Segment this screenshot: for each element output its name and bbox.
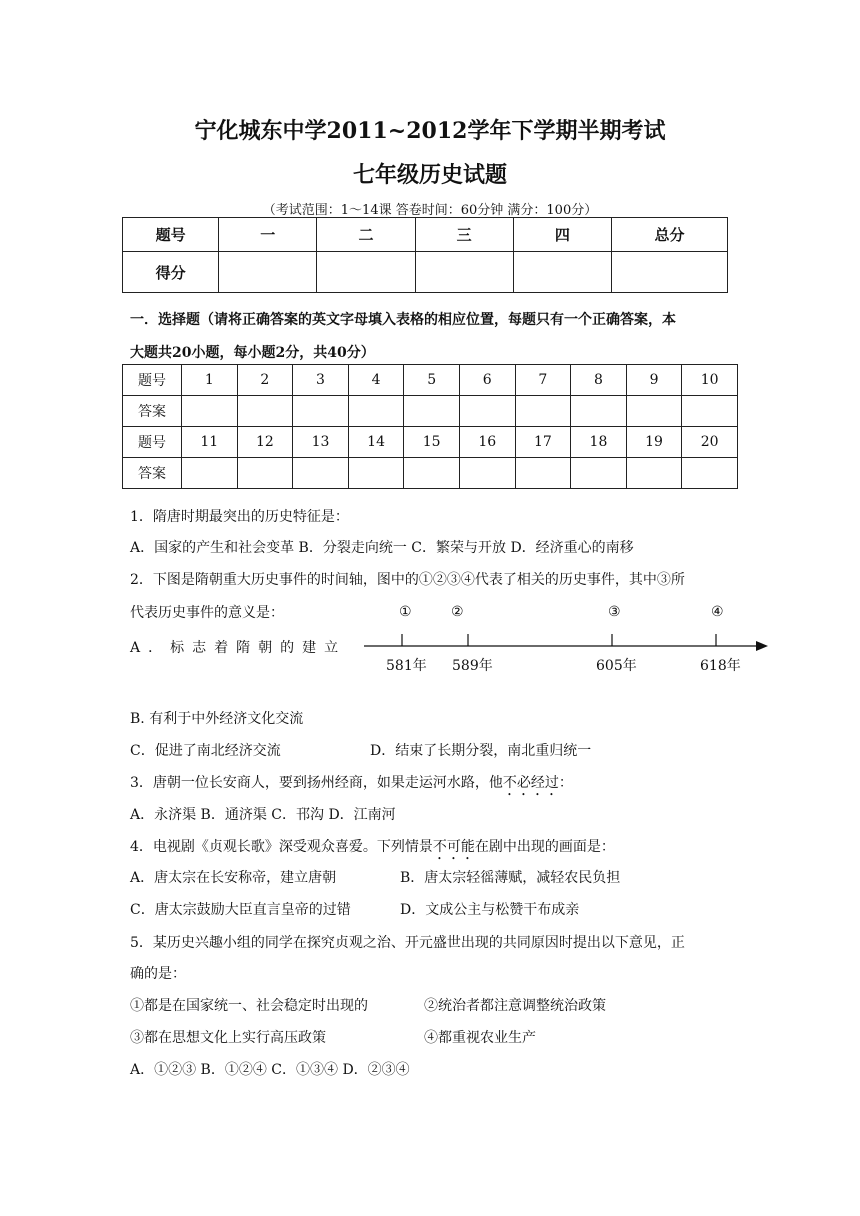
question-number-cell: 18 bbox=[571, 427, 627, 458]
q2-option-c: C．促进了南北经济交流 bbox=[130, 743, 281, 759]
q5-statement-1: ①都是在国家统一、社会稳定时出现的 bbox=[130, 998, 368, 1014]
q3-stem-end: ： bbox=[558, 775, 573, 791]
timeline-mark: ② bbox=[451, 604, 464, 620]
q4-stem bbox=[130, 836, 615, 863]
score-header-cell: 题号 bbox=[123, 218, 219, 252]
timeline-year: 605年 bbox=[596, 658, 637, 674]
q4-option-b: B．唐太宗轻徭薄赋，减轻农民负担 bbox=[400, 870, 621, 886]
score-header-cell: 一 bbox=[219, 218, 317, 252]
q1-stem: 1．隋唐时期最突出的历史特征是： bbox=[130, 509, 349, 525]
timeline-year: 589年 bbox=[452, 658, 493, 674]
exam-info: （考试范围：1～14课 答卷时间：60分钟 满分：100分） bbox=[262, 203, 598, 218]
score-header-cell: 三 bbox=[415, 218, 513, 252]
exam-subtitle: 七年级历史试题 bbox=[352, 162, 507, 188]
q3-options: A．永济渠 B．通济渠 C．邗沟 D．江南河 bbox=[130, 807, 396, 823]
question-number-cell: 2 bbox=[237, 365, 293, 396]
question-number-cell: 17 bbox=[515, 427, 571, 458]
question-number-cell: 3 bbox=[293, 365, 349, 396]
q5-options: A．①②③ B．①②④ C．①③④ D．②③④ bbox=[130, 1062, 410, 1078]
q5-stem-cont: 确的是： bbox=[130, 966, 186, 982]
question-number-cell: 7 bbox=[515, 365, 571, 396]
q2-option-a: A．标志着隋朝的建立 bbox=[130, 640, 347, 656]
question-number-cell: 14 bbox=[348, 427, 404, 458]
question-number-cell: 12 bbox=[237, 427, 293, 458]
timeline-mark: ① bbox=[399, 604, 412, 620]
q5-statement-4: ④都重视农业生产 bbox=[424, 1030, 536, 1046]
question-number-cell: 5 bbox=[404, 365, 460, 396]
question-number-cell: 20 bbox=[682, 427, 738, 458]
exam-title: 宁化城东中学2011~2012学年下学期半期考试 bbox=[194, 118, 666, 144]
q3-stem-emphasis: 不必经过 bbox=[502, 775, 559, 791]
q5-stem: 5．某历史兴趣小组的同学在探究贞观之治、开元盛世出现的共同原因时提出以下意见，正 bbox=[130, 935, 685, 951]
q1-options: A．国家的产生和社会变革 B．分裂走向统一 C．繁荣与开放 D．经济重心的南移 bbox=[130, 540, 634, 556]
q2-stem-cont: 代表历史事件的意义是： bbox=[130, 605, 284, 621]
timeline-mark: ④ bbox=[711, 604, 724, 620]
timeline-arrow-icon bbox=[756, 641, 768, 651]
q4-stem-end: 在剧中出现的画面是： bbox=[474, 839, 615, 855]
section1-heading-cont: 大题共20小题，每小题2分，共40分） bbox=[130, 345, 375, 361]
answer-row-label: 题号 bbox=[123, 427, 182, 458]
timeline-mark: ③ bbox=[608, 604, 621, 620]
answer-row-label: 题号 bbox=[123, 365, 182, 396]
q4-option-c: C．唐太宗鼓励大臣直言皇帝的过错 bbox=[130, 902, 351, 918]
question-number-cell: 19 bbox=[626, 427, 682, 458]
score-row-label: 得分 bbox=[123, 252, 219, 293]
question-number-cell: 16 bbox=[459, 427, 515, 458]
question-number-cell: 10 bbox=[682, 365, 738, 396]
q4-option-a: A．唐太宗在长安称帝，建立唐朝 bbox=[130, 870, 337, 886]
timeline-year: 618年 bbox=[700, 658, 741, 674]
score-header-cell: 总分 bbox=[611, 218, 727, 252]
q2-option-b: B. 有利于中外经济文化交流 bbox=[130, 711, 304, 727]
q4-option-d: D．文成公主与松赞干布成亲 bbox=[400, 902, 580, 918]
question-number-cell: 11 bbox=[182, 427, 238, 458]
q5-statement-3: ③都在思想文化上实行高压政策 bbox=[130, 1030, 326, 1046]
score-header-cell: 二 bbox=[317, 218, 415, 252]
question-number-cell: 13 bbox=[293, 427, 349, 458]
question-number-cell: 1 bbox=[182, 365, 238, 396]
q2-option-d: D．结束了长期分裂，南北重归统一 bbox=[370, 743, 592, 759]
question-number-cell: 6 bbox=[459, 365, 515, 396]
q3-stem-text: 3．唐朝一位长安商人，要到扬州经商，如果走运河水路，他 bbox=[130, 775, 503, 791]
question-number-cell: 9 bbox=[626, 365, 682, 396]
q5-statement-2: ②统治者都注意调整统治政策 bbox=[424, 998, 606, 1014]
score-header-cell: 四 bbox=[513, 218, 611, 252]
q4-stem-text: 4．电视剧《贞观长歌》深受观众喜爱。下列情景 bbox=[130, 839, 433, 855]
question-number-cell: 15 bbox=[404, 427, 460, 458]
question-number-cell: 4 bbox=[348, 365, 404, 396]
q2-stem: 2．下图是隋朝重大历史事件的时间轴，图中的①②③④代表了相关的历史事件，其中③所 bbox=[130, 572, 685, 588]
answer-row-label: 答案 bbox=[123, 458, 182, 489]
q3-stem bbox=[130, 772, 573, 799]
answer-row-label: 答案 bbox=[123, 396, 182, 427]
q4-stem-emphasis: 不可能 bbox=[432, 839, 475, 855]
question-number-cell: 8 bbox=[571, 365, 627, 396]
timeline-year: 581年 bbox=[386, 658, 427, 674]
section1-heading: 一．选择题（请将正确答案的英文字母填入表格的相应位置，每题只有一个正确答案，本 bbox=[130, 312, 676, 328]
